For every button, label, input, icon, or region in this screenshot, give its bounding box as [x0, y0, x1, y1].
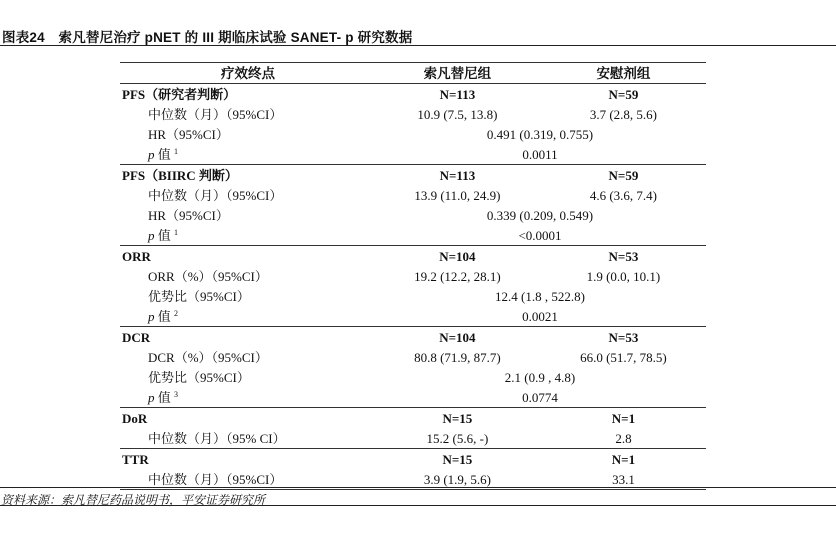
- cell-value: 3.7 (2.8, 5.6): [589, 106, 658, 122]
- row-label: 中位数（月）（95%CI）: [120, 469, 374, 490]
- row-label: [120, 144, 374, 165]
- table-row: [120, 246, 706, 267]
- section-label: TTR: [120, 449, 374, 470]
- section-label: PFS（BIIRC 判断）: [120, 165, 374, 186]
- table-row: [120, 205, 706, 225]
- table-row: [120, 449, 706, 470]
- p-word: 值: [157, 308, 171, 324]
- cell-value: 13.9 (11.0, 24.9): [414, 187, 501, 203]
- row-label: [120, 306, 374, 327]
- title-rule: [0, 45, 836, 46]
- p-word: 值: [157, 389, 171, 405]
- cell-value: 0.0021: [522, 308, 558, 324]
- cell-value: 19.2 (12.2, 28.1): [414, 268, 501, 284]
- table-row: [120, 144, 706, 165]
- row-label: 中位数（月）（95%CI）: [148, 106, 283, 122]
- footnote-ref: 3: [174, 389, 179, 399]
- table-row: [120, 327, 706, 348]
- table-row: [120, 266, 706, 286]
- n-treat: N=15: [374, 449, 541, 470]
- cell-value: 0.0774: [522, 389, 558, 405]
- footnote-ref: 1: [174, 227, 179, 237]
- efficacy-table: [120, 62, 706, 490]
- cell-value: 15.2 (5.6, -): [426, 430, 489, 446]
- table-row: [120, 104, 706, 124]
- row-label: HR（95%CI）: [148, 207, 229, 223]
- table-row: [120, 165, 706, 186]
- p-word: 值: [157, 227, 171, 243]
- section-label: PFS（研究者判断）: [120, 84, 374, 105]
- row-label: 中位数（月）（95% CI）: [148, 430, 286, 446]
- table-row: [120, 347, 706, 367]
- cell-value: 0.339 (0.209, 0.549): [486, 207, 594, 223]
- row-label: 中位数（月）（95%CI）: [148, 187, 283, 203]
- n-placebo: N=59: [541, 84, 706, 105]
- table-row: [120, 286, 706, 306]
- cell-value: 0.491 (0.319, 0.755): [486, 126, 594, 142]
- row-label: [120, 387, 374, 408]
- cell-value: 1.9 (0.0, 10.1): [586, 268, 661, 284]
- header-surufatinib: 索凡替尼组: [374, 63, 541, 84]
- table-row: [120, 185, 706, 205]
- header-placebo: 安慰剂组: [541, 63, 706, 84]
- n-placebo: N=53: [541, 246, 706, 267]
- header-endpoint: 疗效终点: [120, 63, 374, 84]
- table-row: [120, 408, 706, 429]
- cell-value: 66.0 (51.7, 78.5): [580, 349, 667, 365]
- section-label: ORR: [120, 246, 374, 267]
- n-treat: N=104: [374, 327, 541, 348]
- table-row: [120, 387, 706, 408]
- cell-value: 2.8: [615, 430, 632, 446]
- source-note: 资料来源：索凡替尼药品说明书，平安证券研究所: [1, 493, 266, 507]
- row-label: DCR（%）（95%CI）: [148, 349, 268, 365]
- row-label: [120, 225, 374, 246]
- cell-value: 3.9 (1.9, 5.6): [374, 469, 541, 490]
- table-header-row: [120, 63, 706, 84]
- table-row: [120, 225, 706, 246]
- cell-value: 80.8 (71.9, 87.7): [414, 349, 501, 365]
- table-row: [120, 428, 706, 449]
- figure-title: 图表24 索凡替尼治疗 pNET 的 III 期临床试验 SANET- p 研究数据: [2, 30, 413, 45]
- row-label: 优势比（95%CI）: [148, 288, 250, 304]
- p-letter: p: [148, 146, 155, 162]
- n-placebo: N=1: [541, 408, 706, 429]
- footnote-ref: 2: [174, 308, 179, 318]
- n-treat: N=113: [374, 84, 541, 105]
- table-row: [120, 306, 706, 327]
- section-label: DoR: [120, 408, 374, 429]
- cell-value: 33.1: [541, 469, 706, 490]
- table-row: [120, 84, 706, 105]
- p-word: 值: [157, 146, 171, 162]
- n-placebo: N=1: [541, 449, 706, 470]
- table-row: [120, 367, 706, 387]
- row-label: HR（95%CI）: [148, 126, 229, 142]
- footnote-ref: 1: [174, 146, 179, 156]
- cell-value: 10.9 (7.5, 13.8): [417, 106, 498, 122]
- cell-value: 12.4 (1.8 , 522.8): [495, 288, 585, 304]
- n-treat: N=104: [374, 246, 541, 267]
- n-placebo: N=53: [541, 327, 706, 348]
- source-rule-top: [0, 487, 836, 488]
- row-label: ORR（%）（95%CI）: [148, 268, 268, 284]
- p-letter: p: [148, 308, 155, 324]
- table-row: [120, 124, 706, 144]
- row-label: 优势比（95%CI）: [148, 369, 250, 385]
- n-treat: N=113: [374, 165, 541, 186]
- p-letter: p: [148, 227, 155, 243]
- n-placebo: N=59: [541, 165, 706, 186]
- section-label: DCR: [120, 327, 374, 348]
- n-treat: N=15: [374, 408, 541, 429]
- cell-value: 0.0011: [522, 146, 558, 162]
- cell-value: 2.1 (0.9 , 4.8): [504, 369, 576, 385]
- cell-value: 4.6 (3.6, 7.4): [589, 187, 658, 203]
- cell-value: <0.0001: [518, 227, 562, 243]
- p-letter: p: [148, 389, 155, 405]
- source-rule-bottom: [0, 505, 836, 506]
